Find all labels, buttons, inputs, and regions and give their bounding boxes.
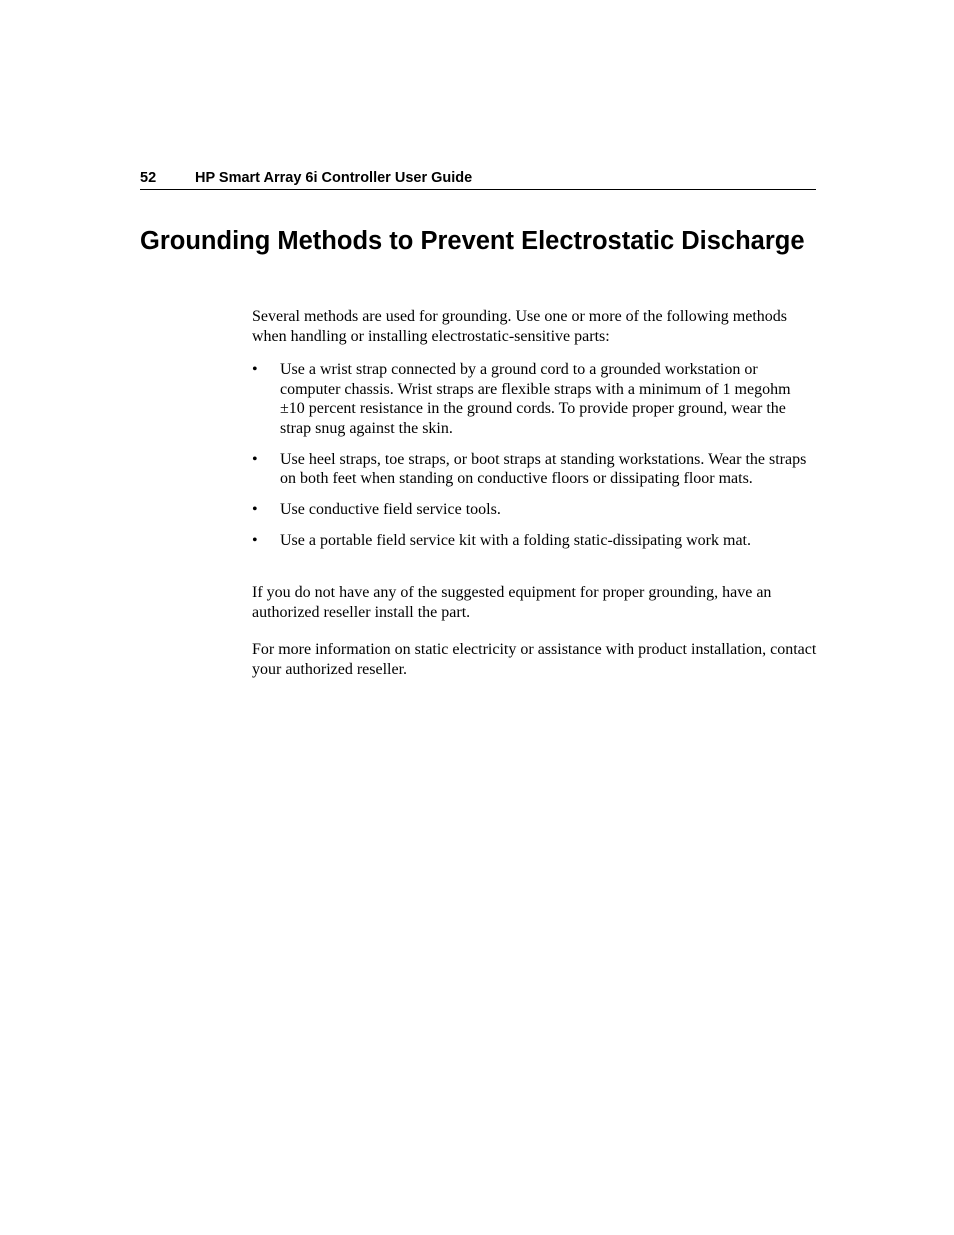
bullet-icon: • — [252, 532, 258, 549]
list-item — [252, 500, 817, 520]
list-item — [252, 360, 817, 438]
bullet-icon: • — [252, 361, 258, 378]
page-number: 52 — [140, 170, 157, 186]
more-info-paragraph: For more information on static electricity or assistance with product installation, contact your authorized reseller. — [252, 641, 817, 678]
guide-title: HP Smart Array 6i Controller User Guide — [195, 170, 473, 186]
grounding-methods-list — [252, 360, 817, 562]
list-item-text: Use a portable field service kit with a folding static-dissipating work mat. — [280, 532, 751, 549]
page-header — [140, 168, 816, 190]
section-title: Grounding Methods to Prevent Electrostatic Discharge — [140, 227, 805, 255]
list-item-text: Use heel straps, toe straps, or boot straps at standing workstations. Wear the straps on both feet when standing on conductive floors or dissipating floor mats. — [280, 450, 807, 487]
intro-paragraph: Several methods are used for grounding. Use one or more of the following methods when handling or installing electrostatic-sensitive parts: — [252, 308, 787, 345]
list-item — [252, 450, 817, 489]
bullet-icon: • — [252, 450, 258, 468]
list-item — [252, 531, 817, 551]
list-item-text: Use conductive field service tools. — [280, 501, 501, 518]
bullet-icon: • — [252, 501, 258, 518]
equipment-paragraph: If you do not have any of the suggested equipment for proper grounding, have an authorized reseller install the part. — [252, 584, 772, 621]
list-item-text: Use a wrist strap connected by a ground cord to a grounded workstation or computer chassis. Wrist straps are flexible straps with a minimum of 1 megohm ±10 percent resistance in the ground cords. To provide proper ground, wear the strap snug against the skin. — [280, 361, 791, 437]
